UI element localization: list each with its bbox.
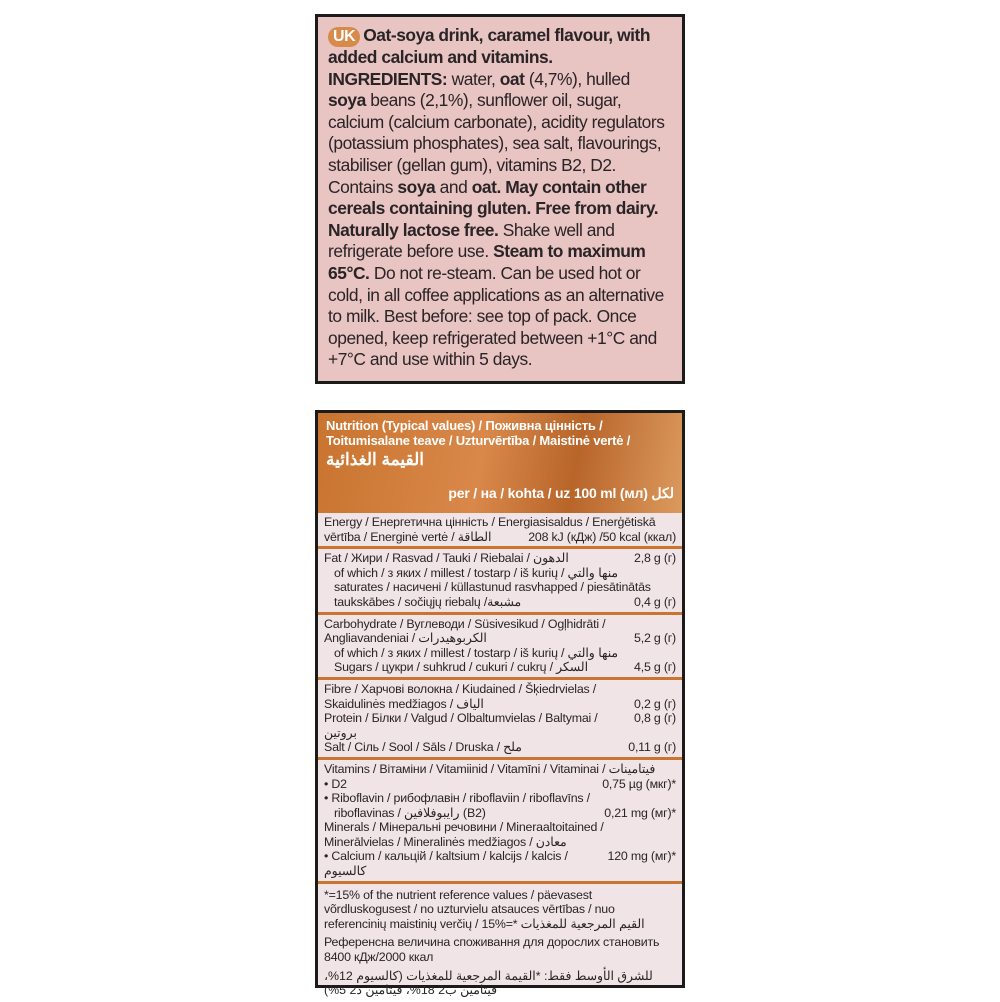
riboflavin-value: 0,21 mg (мг)* (604, 805, 676, 820)
protein-row (324, 711, 676, 740)
salt-label: Salt / Сіль / Sool / Sāls / Druska / ملح (324, 740, 522, 755)
fat-section (318, 549, 682, 614)
free-from-dairy: Free from dairy. Naturally lactose free. (328, 198, 659, 240)
ingredients-text-a: water, (447, 68, 500, 89)
fat-value: 2,8 g (г) (634, 551, 676, 566)
carb-row (324, 631, 676, 646)
carb-label-2: Angliavandeniai / الكربوهيدرات (324, 631, 487, 646)
energy-label-1: Energy / Енергетична цінність / Energiasisaldus / Enerģētiskā (324, 515, 656, 529)
d2-row (324, 777, 676, 792)
ingredients-text-b: (4,7%), hulled (524, 68, 630, 89)
per-100ml: per / на / kohta / uz 100 ml (мл) لكل (448, 485, 674, 501)
fat-label: Fat / Жири / Rasvad / Tauki / Riebalai / الدهون (324, 551, 569, 566)
allergen-soya: soya (328, 90, 366, 111)
ingredients-text-d: and (435, 176, 472, 197)
header-arabic: القيمة الغذائية (326, 450, 425, 469)
vitamins-minerals-section (318, 760, 682, 884)
allergen-oat-2: oat. (471, 176, 501, 197)
nutrition-header (318, 413, 682, 513)
carb-of-which: of which / з яких / millest / tostarp / iš kurių / منها والتي (334, 645, 619, 660)
usage-text: Do not re-steam. Can be used hot or cold, in all coffee applications as an alternative to milk. Best before: see top of pack. Once opened, keep refrigerated between +1°C and +7°C and use within 5 days. (328, 262, 664, 370)
sugars-value: 4,5 g (г) (634, 660, 676, 675)
fat-of-which: of which / з яких / millest / tostarp / iš kurių / منها والتي (334, 565, 619, 580)
calcium-value: 120 mg (мг)* (607, 849, 676, 864)
salt-row (324, 740, 676, 755)
fat-row (324, 551, 676, 566)
energy-label-2: vērtība / Energinė vertė / الطاقة (324, 529, 492, 544)
footnote-arabic: للشرق الأوسط فقط: *القيمة المرجعية للمغذيات (كالسيوم 12%، فيتامين ب2 18%، فيتامين د2 5%) (324, 968, 653, 998)
may-contain-warning: May contain other cereals containing gluten. (328, 176, 647, 219)
sugars-row (324, 660, 676, 675)
footnote-reference-values: *=15% of the nutrient reference values / päevasest võrdluskogusest / no uzturvielu atsauces vērtības / nuo referencinių maistinių verčių / 15%=* القيم المرجعية للمغذيات (324, 887, 645, 931)
calcium-row (324, 849, 676, 878)
salt-value: 0,11 g (г) (628, 740, 676, 755)
d2-value: 0,75 µg (мкг)* (602, 776, 676, 791)
minerals-label-1: Minerals / Мінеральні речовини / Mineraaltoitained / (324, 820, 604, 835)
saturates-label-2: taukskābes / sočiųjų riebalų /مشبعة (334, 594, 522, 609)
fibre-label-2: Skaidulinės medžiagos / الياف (324, 696, 484, 711)
ingredients-label: INGREDIENTS: (328, 68, 448, 89)
header-line-2: Toitumisalane teave / Uzturvērtība / Maistinė vertė / (326, 433, 631, 448)
energy-value: 208 kJ (кДж) /50 kcal (ккал) (528, 529, 676, 544)
ingredients-text-c: beans (2,1%), sunflower oil, sugar, calcium (calcium carbonate), acidity regulators (potassium phosphates), sea salt, flavourings, stabiliser (gellan gum), vitamins B2, D2. Contains (328, 90, 665, 197)
shake-text: Shake well and refrigerate before use. (328, 219, 615, 262)
carb-label-1: Carbohydrate / Вуглеводи / Süsivesikud / Ogļhidrāti / (324, 616, 606, 631)
riboflavin-label-2: riboflavinas / رايبوفلافين (B2) (334, 805, 486, 820)
d2-label: • D2 (324, 776, 347, 791)
product-description: Oat-soya drink, caramel flavour, with added calcium and vitamins. (328, 25, 651, 67)
footnote-ukrainian: Референсна величина споживання для дорослих становить 8400 кДж/2000 ккал (324, 935, 660, 965)
fibre-value: 0,2 g (г) (634, 696, 676, 711)
sugars-label: Sugars / цукри / suhkrud / cukuri / cukrų / السكر (334, 660, 589, 675)
energy-section (318, 513, 682, 549)
ingredients-panel (315, 14, 685, 384)
steam-warning: Steam to maximum 65°C. (328, 241, 646, 283)
carb-section (318, 615, 682, 680)
fibre-label-1: Fibre / Харчові волокна / Kiudained / Šķiedrvielas / (324, 681, 596, 696)
fibre-row (324, 697, 676, 712)
allergen-soya-2: soya (397, 176, 436, 197)
carb-value: 5,2 g (г) (634, 631, 676, 646)
nutrition-panel (315, 410, 685, 998)
fibre-protein-salt-section (318, 680, 682, 760)
riboflavin-label-1: • Riboflavin / рибофлавін / riboflaviin / riboflavīns / (324, 791, 590, 806)
energy-row (324, 530, 676, 545)
vitamins-label: Vitamins / Вітаміни / Vitamiinid / Vitamīni / Vitaminai / فيتامينات (324, 761, 656, 776)
uk-badge: UK (328, 27, 360, 47)
minerals-label-2: Minerālvielas / Mineralinės medžiagos / معادن (324, 834, 567, 849)
allergen-oat: oat (499, 68, 525, 89)
saturates-value: 0,4 g (г) (634, 594, 676, 609)
protein-value: 0,8 g (г) (634, 711, 676, 726)
saturates-label-1: saturates / насичені / küllastunud rasvhapped / piesātinātās (334, 580, 651, 595)
saturates-row (324, 595, 676, 610)
footnotes (318, 884, 682, 1002)
riboflavin-row (324, 806, 676, 821)
header-line-1: Nutrition (Typical values) / Поживна цінність / (326, 418, 603, 433)
calcium-label: • Calcium / кальцій / kaltsium / kalcijs / kalcis / كالسيوم (324, 849, 568, 879)
protein-label: Protein / Білки / Valgud / Olbaltumvielas / Baltymai / بروتين (324, 711, 598, 740)
